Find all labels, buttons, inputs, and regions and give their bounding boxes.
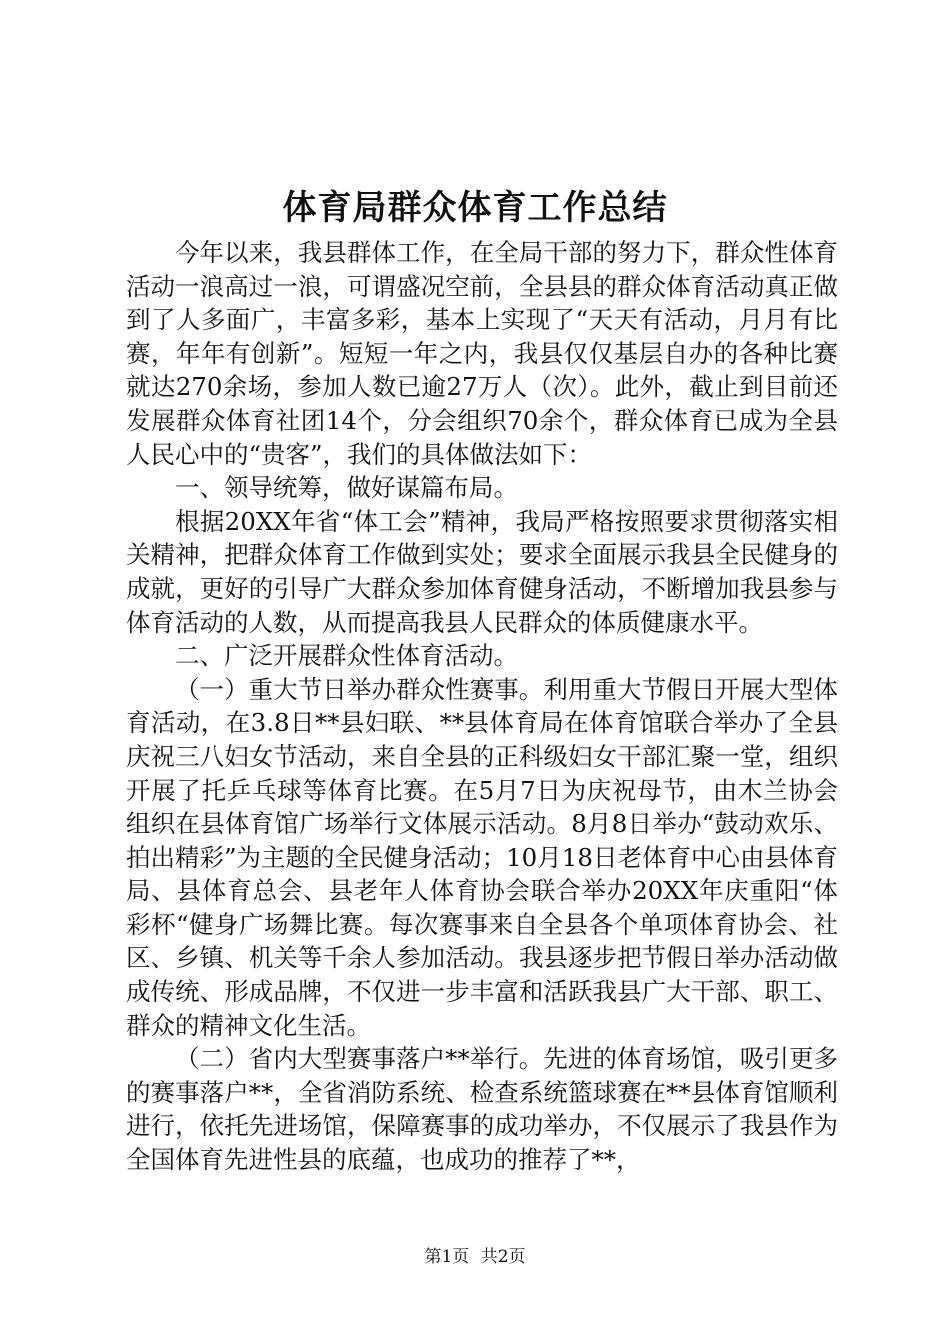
page-count: 共2页	[480, 1247, 526, 1267]
page-footer	[0, 1246, 950, 1268]
paragraph-subsection-2: （二）省内大型赛事落户**举行。先进的体育场馆，吸引更多的赛事落户**，全省消防系统、检查系统篮球赛在**县体育馆顺利进行，依托先进场馆，保障赛事的成功举办，不仅展示了我县作为全国体育先进性县的底蕴，也成功的推荐了**，	[126, 1044, 838, 1175]
paragraph-intro: 今年以来，我县群体工作，在全局干部的努力下，群众性体育活动一浪高过一浪，可谓盛况空前，全县县的群众体育活动真正做到了人多面广，丰富多彩，基本上实现了“天天有活动，月月有比赛，年年有创新”。短短一年之内，我县仅仅基层自办的各种比赛就达270余场，参加人数已逾27万人（次）。此外，截止到目前还发展群众体育社团14个，分会组织70余个，群众体育已成为全县人民心中的“贵客”，我们的具体做法如下：	[126, 238, 838, 469]
section-heading-2: 二、广泛开展群众性体育活动。	[175, 641, 518, 671]
section-heading-1: 一、领导统筹，做好谋篇布局。	[175, 473, 518, 503]
page-title: 体育局群众体育工作总结	[282, 188, 668, 228]
paragraph-section-1: 根据20XX年省“体工会”精神，我局严格按照要求贯彻落实相关精神，把群众体育工作做到实处；要求全面展示我县全民健身的成就，更好的引导广大群众参加体育健身活动，不断增加我县参与体育活动的人数，从而提高我县人民群众的体质健康水平。	[126, 506, 838, 637]
paragraph-subsection-1: （一）重大节日举办群众性赛事。利用重大节假日开展大型体育活动，在3.8日**县妇联、**县体育局在体育馆联合举办了全县庆祝三八妇女节活动，来自全县的正科级妇女干部汇聚一堂，组织开展了托乒乓球等体育比赛。在5月7日为庆祝母节，由木兰协会组织在县体育馆广场举行文体展示活动。8月8日举办“鼓动欢乐、拍出精彩”为主题的全民健身活动；10月18日老体育中心由县体育局、县体育总会、县老年人体育协会联合举办20XX年庆重阳“体彩杯“健身广场舞比赛。每次赛事来自全县各个单项体育协会、社区、乡镇、机关等千余人参加活动。我县逐步把节假日举办活动做成传统、形成品牌，不仅进一步丰富和活跃我县广大干部、职工、群众的精神文化生活。	[126, 674, 838, 1040]
document-body	[126, 236, 838, 1177]
page-number: 第1页	[424, 1247, 470, 1267]
